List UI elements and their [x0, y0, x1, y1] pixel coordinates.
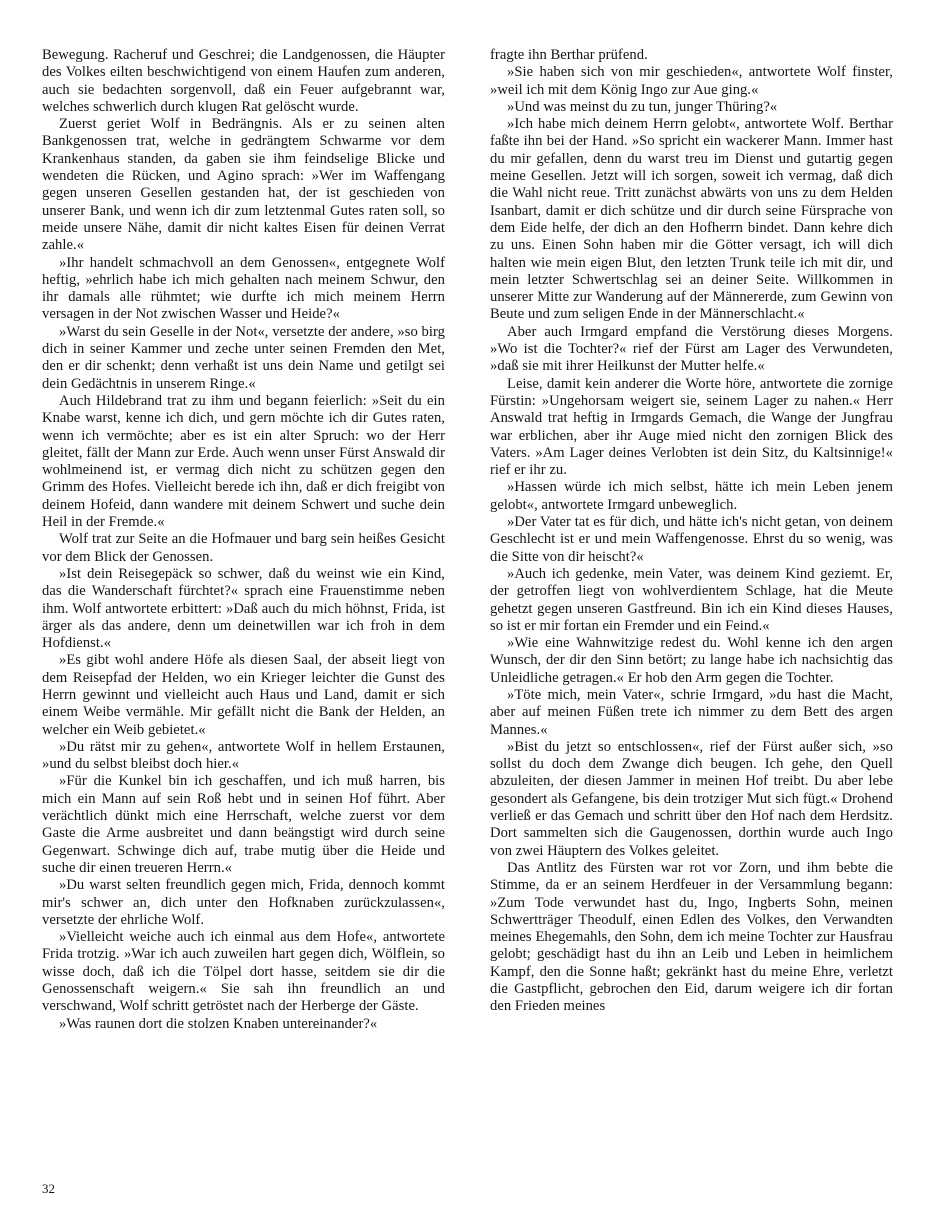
paragraph: »Es gibt wohl andere Höfe als diesen Saal, der abseit liegt von dem Reisepfad der Helden, wo ein Krieger leichter die Gunst des Herrn gewinnt und vielleicht auch Haus und Land, damit er sich einem Weibe vermähle. Mir gefällt nicht die Bank der Helden, an welcher ein Weib gebietet.«	[42, 652, 445, 738]
text-column-right	[490, 47, 893, 1033]
text-column-left	[42, 47, 445, 1033]
paragraph: Zuerst geriet Wolf in Bedrängnis. Als er zu seinen alten Bankgenossen trat, welche in gedrängtem Schwarme vor dem Krankenhaus standen, da gaben sie ihm feindselige Blicke und wendeten die Rücken, und Agino sprach: »Wer im Waffengang gegen unseren Gesellen gestanden hat, der ist geschieden von unserer Bank, und wenn ich dir zum letztenmal Gutes raten soll, so meide unsere Nähe, damit dir nicht kaltes Eisen für deinen Verrat zahle.«	[42, 116, 445, 254]
text-columns	[42, 47, 893, 1033]
paragraph: »Bist du jetzt so entschlossen«, rief der Fürst außer sich, »so sollst du doch dem Zwange dich beugen. Ich gehe, den Quell abzuleiten, der diesen Jammer in meinen Hof treibt. Du aber lebe gesondert als Gefangene, bis dein trotziger Mut sich fügt.« Drohend verließ er das Gemach und schritt über den Hof nach dem Herdsitz. Dort sammelten sich die Gaugenossen, dorthin wurde auch Ingo von zwei Häuptern des Volkes geleitet.	[490, 738, 893, 859]
paragraph: fragte ihn Berthar prüfend.	[490, 47, 648, 63]
paragraph: »Du warst selten freundlich gegen mich, Frida, dennoch kommt mir's schwer an, dich unter den Hofknaben zurückzulassen«, versetzte der ehrliche Wolf.	[42, 877, 445, 928]
paragraph: Aber auch Irmgard empfand die Verstörung dieses Morgens. »Wo ist die Tochter?« rief der Fürst am Lager des Verwundeten, »daß sie mit ihrer Heilkunst der Mutter helfe.«	[490, 323, 893, 375]
paragraph: »Der Vater tat es für dich, und hätte ich's nicht getan, von deinem Geschlecht ist er und mein Waffengenosse. Ehrst du so wenig, was die Sitte von dir heischt?«	[490, 514, 893, 565]
paragraph: »Hassen würde ich mich selbst, hätte ich mein Leben jenem gelobt«, antwortete Irmgard unbeweglich.	[490, 479, 893, 513]
paragraph: »Warst du sein Geselle in der Not«, versetzte der andere, »so birg dich in seiner Kammer und zeche unter seinen Fremden den Met, den er dir schenkt; denn verhaßt ist uns dein Name und getilgt sei dein Gedächtnis in unserem Ringe.«	[42, 323, 445, 392]
paragraph: »Ich habe mich deinem Herrn gelobt«, antwortete Wolf. Berthar faßte ihn bei der Hand. »So spricht ein wackerer Mann. Immer hast du mir gefallen, denn du warst treu im Dienst und gutartig gegen meine Gesellen. Jetzt will ich sorgen, soweit ich vermag, daß dich die Wahl nicht reue. Tritt zunächst abwärts von uns zu dem Helden Isanbart, damit er dich schütze und dir durch seine Fürsprache von dem Eide helfe, der dich an den Hofherrn bindet. Dann kehre dich zu uns. Einen Sohn haben mir die Götter versagt, ich will dich halten wie mein eigen Blut, den letzten Trunk teile ich mit dir, und mein letzter Schwertschlag sei an deiner Seite. Willkommen in unserer Mitte zur Wanderung auf der Männererde, zum Gewinn von Beute und zum seligen Ende in der Männerschlacht.«	[490, 116, 893, 323]
paragraph: Wolf trat zur Seite an die Hofmauer und barg sein heißes Gesicht vor dem Blick der Genossen.	[42, 531, 445, 565]
page-number: 32	[42, 1181, 55, 1196]
paragraph: »Ihr handelt schmachvoll an dem Genossen«, entgegnete Wolf heftig, »ehrlich habe ich mich gehalten nach meinem Schwur, den ihr damals alle rühmtet; wie durfte ich mich meinem Herrn versagen in der Not zwischen Wasser und Heide?«	[42, 254, 445, 323]
paragraph: »Und was meinst du zu tun, junger Thüring?«	[507, 98, 778, 115]
paragraph: Auch Hildebrand trat zu ihm und begann feierlich: »Seit du ein Knabe warst, kenne ich dich, und gern möchte ich dir Gutes raten, wenn ich vermöchte; aber es ist ein alter Spruch: wo der Herr gleitet, fällt der Mann zur Erde. Auch wenn unser Fürst Answald dir wohlmeinend ist, er vermag dich nicht zu schützen gegen den Grimm des Hofes. Vielleicht berede ich ihn, daß er dich freigibt von deinem Hofeid, dann wandere mit deinem Schwert und suche dein Heil in der Fremde.«	[42, 392, 445, 531]
paragraph: Leise, damit kein anderer die Worte höre, antwortete die zornige Fürstin: »Ungehorsam weigert sie, seinem Lager zu nahen.« Herr Answald trat heftig in Irmgards Gemach, die Wange der Jungfrau war erblichen, aber ihr Auge mied nicht den zornigen Blick des Vaters. »Am Lager deines Verlobten ist dein Sitz, du Kaltsinnige!« rief er ihr zu.	[490, 375, 893, 479]
paragraph: »Vielleicht weiche auch ich einmal aus dem Hofe«, antwortete Frida trotzig. »War ich auch zuweilen hart gegen dich, Wölflein, so wisse doch, daß ich die Tölpel dort hasse, seitdem sie dir die Genossenschaft weigern.« Sie sah ihn freundlich an und verschwand, Wolf schritt getröstet nach der Herberge der Gäste.	[42, 929, 445, 1015]
paragraph: »Töte mich, mein Vater«, schrie Irmgard, »du hast die Macht, aber auf meinen Füßen trete ich nimmer zu dem Bett des argen Mannes.«	[490, 686, 893, 738]
paragraph: »Du rätst mir zu gehen«, antwortete Wolf in hellem Erstaunen, »und du selbst bleibst doch hier.«	[42, 738, 445, 773]
paragraph: »Auch ich gedenke, mein Vater, was deinem Kind geziemt. Er, der getroffen liegt von wohlverdientem Schlage, hat die Meute gehetzt gegen unseren Gastfreund. Bin ich ein Kind dieses Hauses, so ist er mir fortan ein Fremder und ein Feind.«	[490, 565, 893, 634]
paragraph: »Für die Kunkel bin ich geschaffen, und ich muß harren, bis mich ein Mann auf sein Roß hebt und in seinen Hof führt. Aber verächtlich dünkt mich eine Herrschaft, welche zuerst vor dem Gaste die Arme ausbreitet und dann beängstigt wird durch seine Gegenwart. Schwinge dich auf, trabe mutig über die Heide und suche dir einen treueren Herrn.«	[42, 773, 445, 876]
paragraph: »Sie haben sich von mir geschieden«, antwortete Wolf finster, »weil ich mit dem König Ingo zur Aue ging.«	[490, 64, 893, 98]
paragraph: Das Antlitz des Fürsten war rot vor Zorn, und ihm bebte die Stimme, da er an seinem Herdfeuer in der Versammlung begann: »Zum Tode verwundet hast du, Ingo, Ingberts Sohn, meinen Schwertträger Theodulf, einen Edlen des Volkes, den Verwandten meines Ehegemahls, den Sohn, dem ich meine Tochter zur Hausfrau gelobt; geschädigt hast du ihn an Leib und Leben in heimlichem Kampf, den die Sonne haßt; gekränkt hast du meine Ehre, verletzt die Gastpflicht, gebrochen den Eid, darum weigere ich dir fortan den Frieden meines	[490, 859, 893, 1015]
paragraph: Bewegung. Racheruf und Geschrei; die Landgenossen, die Häupter des Volkes eilten beschwichtigend von einem Haufen zum anderen, auch sie bedachten sorgenvoll, daß ein Feuer aufgebrannt war, welches schwerlich durch klugen Rat gelöscht wurde.	[42, 47, 445, 115]
paragraph: »Ist dein Reisegepäck so schwer, daß du weinst wie ein Kind, das die Wanderschaft fürchtet?« sprach eine Frauenstimme neben ihm. Wolf antwortete erbittert: »Daß auch du mich höhnst, Frida, ist ärger als das andere, denn um deinetwillen war ich froh in dem Hofdienst.«	[42, 565, 445, 652]
paragraph: »Wie eine Wahnwitzige redest du. Wohl kenne ich den argen Wunsch, der dir den Sinn betört; zu lange habe ich nachsichtig das Unleidliche getragen.« Er hob den Arm gegen die Tochter.	[490, 635, 893, 686]
paragraph: »Was raunen dort die stolzen Knaben untereinander?«	[59, 1015, 378, 1032]
